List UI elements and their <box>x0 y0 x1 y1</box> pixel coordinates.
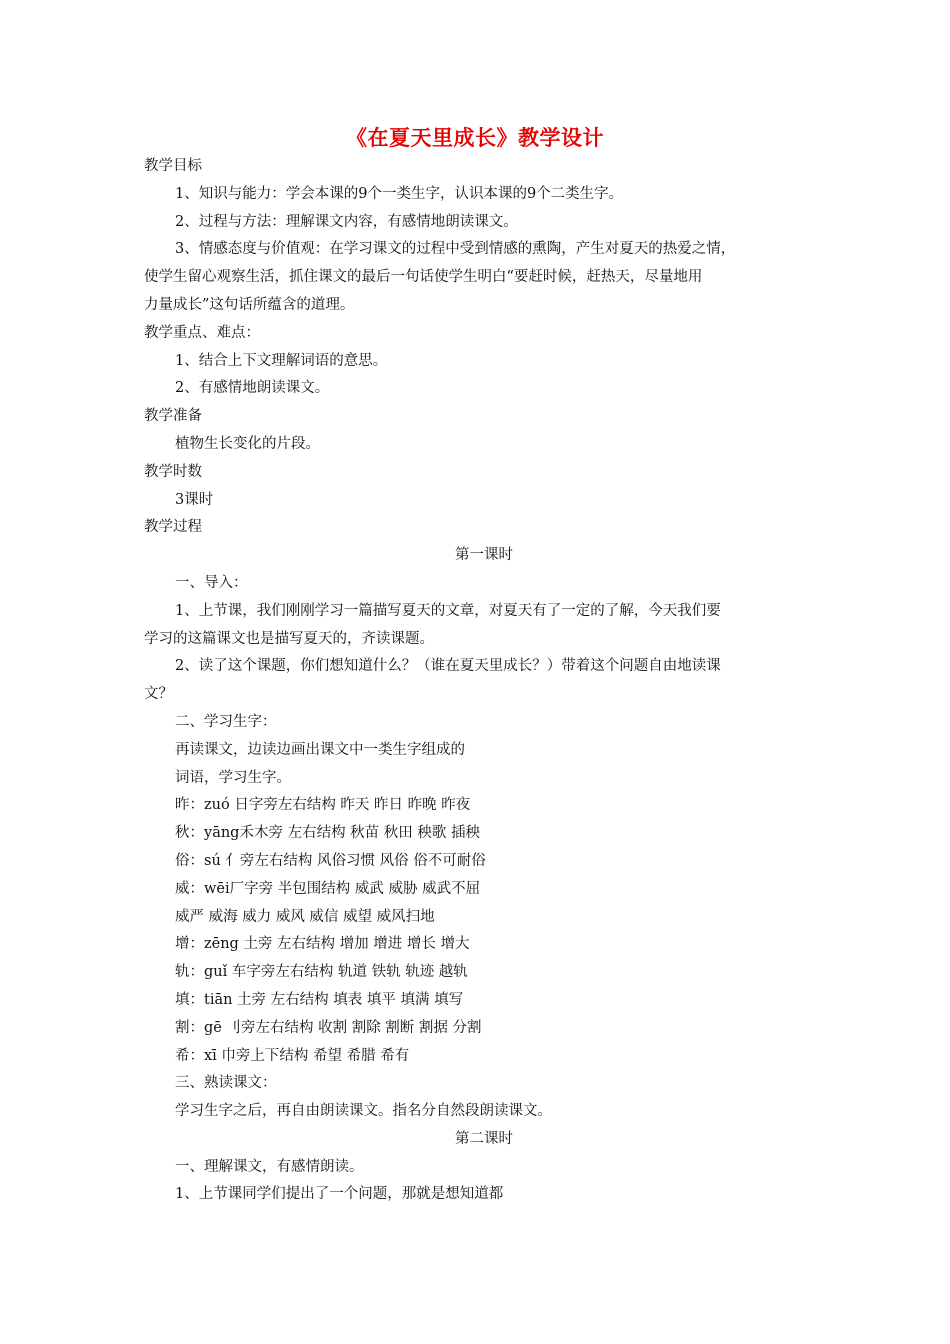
text-line: 3课时 <box>175 491 214 508</box>
text-line: 教学时数 <box>144 463 202 480</box>
document-body <box>144 153 824 1209</box>
text-line: 使学生留心观察生活，抓住课文的最后一句话使学生明白“要赶时候，赶热天，尽量地用 <box>144 269 703 286</box>
text-line: 一、导入： <box>175 574 248 591</box>
text-line: 轨：guǐ 车字旁左右结构 轨道 铁轨 轨迹 越轨 <box>175 964 468 981</box>
text-line: 学习生字之后，再自由朗读课文。指名分自然段朗读课文。 <box>175 1103 552 1120</box>
document-title: 《在夏天里成长》教学设计 <box>346 126 604 150</box>
text-line: 1、结合上下文理解词语的意思。 <box>175 352 388 369</box>
text-line: 1、知识与能力：学会本课的9个一类生字，认识本课的9个二类生字。 <box>175 185 624 202</box>
text-line: 割：gē 刂旁左右结构 收割 割除 割断 割据 分割 <box>175 1019 482 1036</box>
text-line: 秋：yāng禾木旁 左右结构 秋苗 秋田 秧歌 插秧 <box>175 825 481 842</box>
text-line: 文？ <box>144 686 173 703</box>
text-line: 植物生长变化的片段。 <box>175 435 320 452</box>
section-heading: 第一课时 <box>455 547 513 564</box>
section-heading: 第二课时 <box>455 1130 513 1147</box>
text-line: 1、上节课，我们刚刚学习一篇描写夏天的文章，对夏天有了一定的了解，今天我们要 <box>175 602 721 619</box>
text-line: 填：tiān 土旁 左右结构 填表 填平 填满 填写 <box>175 991 464 1008</box>
text-line: 2、过程与方法：理解课文内容，有感情地朗读课文。 <box>175 213 518 230</box>
text-line: 昨：zuó 日字旁左右结构 昨天 昨日 昨晚 昨夜 <box>175 797 471 814</box>
text-line: 三、熟读课文： <box>175 1075 277 1092</box>
text-line: 教学准备 <box>144 408 202 425</box>
text-line: 力量成长”这句话所蕴含的道理。 <box>144 296 355 313</box>
text-line: 增：zēng 土旁 左右结构 增加 增进 增长 增大 <box>175 936 470 953</box>
text-line: 词语，学习生字。 <box>175 769 291 786</box>
text-line: 希：xī 巾旁上下结构 希望 希腊 希有 <box>175 1047 410 1064</box>
text-line: 1、上节课同学们提出了一个问题，那就是想知道都 <box>175 1186 504 1203</box>
text-line: 威：wēi厂字旁 半包围结构 威武 威胁 威武不屈 <box>175 880 481 897</box>
text-line: 再读课文，边读边画出课文中一类生字组成的 <box>175 741 465 758</box>
text-line: 学习的这篇课文也是描写夏天的，齐读课题。 <box>144 630 434 647</box>
text-line: 俗：sú 亻旁左右结构 风俗习惯 风俗 俗不可耐俗 <box>175 852 486 869</box>
text-line: 教学重点、难点： <box>144 324 260 341</box>
text-line: 教学目标 <box>144 158 202 174</box>
text-line: 2、有感情地朗读课文。 <box>175 380 330 397</box>
text-line: 一、理解课文，有感情朗读。 <box>175 1158 364 1175</box>
text-line: 二、学习生字： <box>175 713 277 730</box>
text-line: 2、读了这个课题，你们想知道什么？（谁在夏天里成长？）带着这个问题自由地读课 <box>175 658 721 675</box>
text-line: 3、情感态度与价值观：在学习课文的过程中受到情感的熏陶，产生对夏天的热爱之情， <box>175 241 736 258</box>
text-line: 威严 威海 威力 威风 威信 威望 威风扫地 <box>175 908 435 925</box>
text-line: 教学过程 <box>144 519 202 536</box>
